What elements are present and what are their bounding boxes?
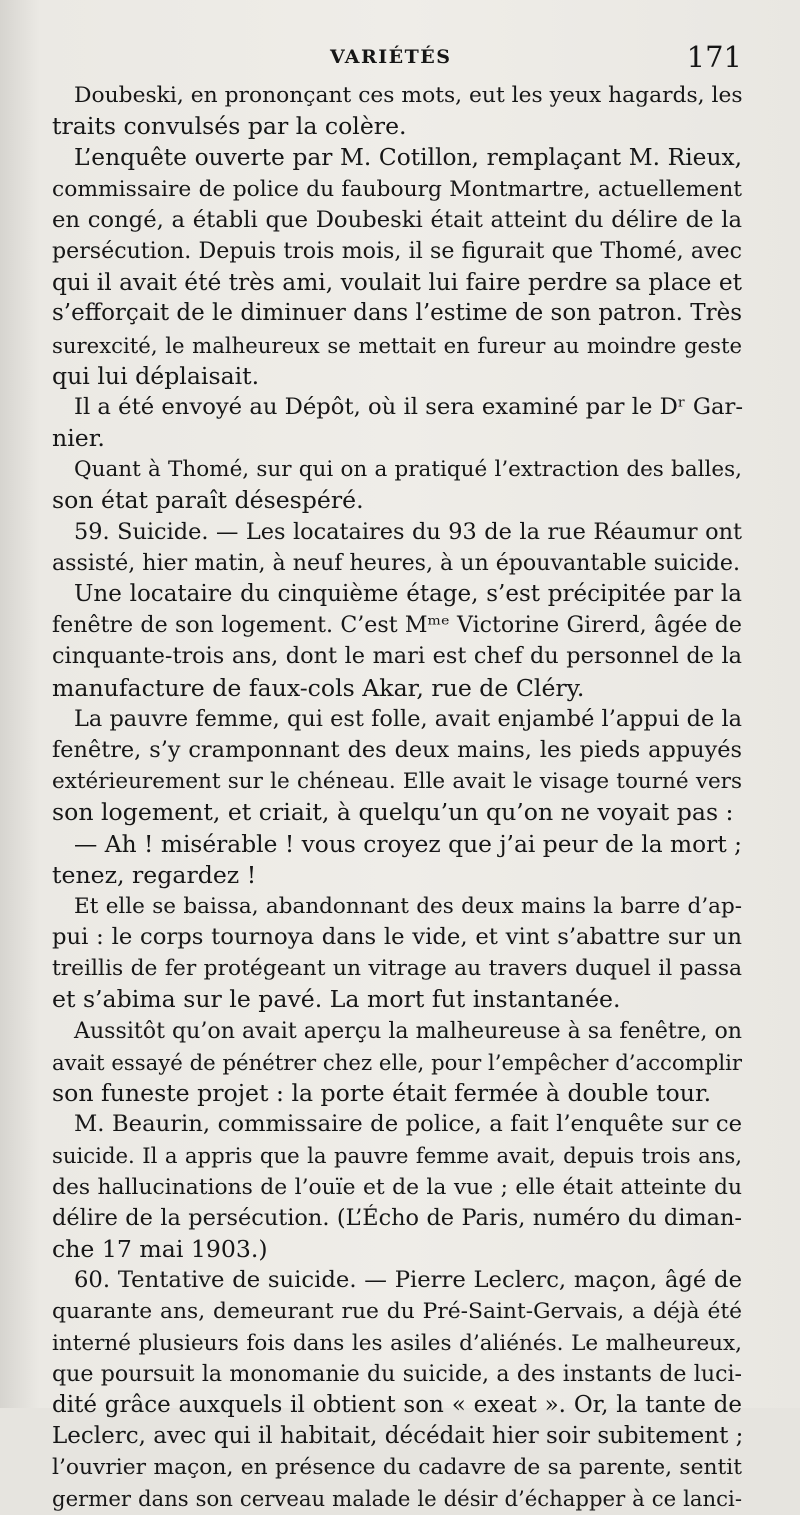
text-line: et s’abima sur le pavé. La mort fut instantanée. bbox=[52, 985, 621, 1014]
text-line: L’enquête ouverte par M. Cotillon, remplaçant M. Rieux, bbox=[74, 144, 742, 172]
running-head: VARIÉTÉS bbox=[330, 46, 452, 68]
text-line: fenêtre de son logement. C’est Mᵐᵉ Victorine Girerd, âgée de bbox=[52, 612, 742, 639]
text-line: fenêtre, s’y cramponnant des deux mains, les pieds appuyés bbox=[52, 736, 742, 763]
text-line: Une locataire du cinquième étage, s’est précipitée par la bbox=[74, 581, 742, 607]
text-line: Quant à Thomé, sur qui on a pratiqué l’extraction des balles, bbox=[74, 457, 742, 483]
text-line: en congé, a établi que Doubeski était atteint du délire de la bbox=[52, 206, 742, 233]
text-line: s’efforçait de le diminuer dans l’estime de son patron. Très bbox=[52, 300, 743, 327]
body-text bbox=[52, 80, 742, 1515]
text-line: 59. Suicide. — Les locataires du 93 de la rue Réaumur ont bbox=[74, 518, 742, 545]
text-line: 60. Tentative de suicide. — Pierre Leclerc, maçon, âgé de bbox=[74, 1267, 742, 1294]
text-line: surexcité, le malheureux se mettait en fureur au moindre geste bbox=[52, 332, 742, 358]
text-line: che 17 mai 1903.) bbox=[52, 1234, 268, 1263]
text-line: pui : le corps tournoya dans le vide, et vint s’abattre sur un bbox=[52, 924, 742, 951]
text-line: tenez, regardez ! bbox=[52, 860, 257, 889]
text-line: Leclerc, avec qui il habitait, décédait hier soir subitement ; bbox=[52, 1423, 744, 1450]
text-line: délire de la persécution. (L’Écho de Paris, numéro du diman- bbox=[52, 1204, 742, 1231]
text-line: Doubeski, en prononçant ces mots, eut les yeux hagards, les bbox=[74, 83, 743, 108]
text-line: que poursuit la monomanie du suicide, a des instants de luci- bbox=[52, 1360, 742, 1387]
text-line: son état paraît désespéré. bbox=[52, 486, 364, 515]
text-line: germer dans son cerveau malade le désir d’échapper à ce lanci- bbox=[52, 1486, 742, 1512]
text-line: treillis de fer protégeant un vitrage au travers duquel il passa bbox=[52, 956, 742, 982]
text-line: qui il avait été très ami, voulait lui faire perdre sa place et bbox=[52, 269, 742, 297]
text-line: commissaire de police du faubourg Montmartre, actuellement bbox=[52, 176, 742, 202]
text-line: Et elle se baissa, abandonnant des deux mains la barre d’ap- bbox=[74, 893, 742, 919]
text-line: des hallucinations de l’ouïe et de la vue ; elle était atteinte du bbox=[52, 1174, 742, 1200]
text-line: La pauvre femme, qui est folle, avait enjambé l’appui de la bbox=[74, 705, 742, 732]
page-header bbox=[52, 40, 742, 76]
text-line: quarante ans, demeurant rue du Pré-Saint-Gervais, a déjà été bbox=[52, 1299, 742, 1325]
text-line: extérieurement sur le chéneau. Elle avait le visage tourné vers bbox=[52, 769, 742, 795]
text-line: cinquante-trois ans, dont le mari est chef du personnel de la bbox=[52, 643, 742, 670]
text-line: Aussitôt qu’on avait aperçu la malheureuse à sa fenêtre, on bbox=[74, 1017, 742, 1044]
text-line: nier. bbox=[52, 424, 105, 453]
text-line: assisté, hier matin, à neuf heures, à un épouvantable suicide. bbox=[52, 549, 741, 576]
text-line: M. Beaurin, commissaire de police, a fait l’enquête sur ce bbox=[74, 1111, 742, 1138]
text-line: Il a été envoyé au Dépôt, où il sera examiné par le Dʳ Gar- bbox=[74, 393, 744, 420]
text-line: — Ah ! misérable ! vous croyez que j’ai peur de la mort ; bbox=[74, 830, 742, 858]
text-line: l’ouvrier maçon, en présence du cadavre de sa parente, sentit bbox=[52, 1455, 742, 1481]
page-number: 171 bbox=[686, 40, 742, 74]
text-line: traits convulsés par la colère. bbox=[52, 112, 407, 141]
text-line: manufacture de faux-cols Akar, rue de Cléry. bbox=[52, 673, 585, 702]
text-line: son logement, et criait, à quelqu’un qu’on ne voyait pas : bbox=[52, 798, 734, 827]
text-line: avait essayé de pénétrer chez elle, pour l’empêcher d’accomplir bbox=[52, 1049, 742, 1075]
text-line: suicide. Il a appris que la pauvre femme avait, depuis trois ans, bbox=[52, 1143, 742, 1169]
text-line: son funeste projet : la porte était fermée à double tour. bbox=[52, 1079, 712, 1107]
text-line: interné plusieurs fois dans les asiles d’aliénés. Le malheureux, bbox=[52, 1330, 742, 1356]
text-line: qui lui déplaisait. bbox=[52, 361, 260, 390]
text-line: dité grâce auxquels il obtient son « exeat ». Or, la tante de bbox=[52, 1391, 742, 1418]
text-line: persécution. Depuis trois mois, il se figurait que Thomé, avec bbox=[52, 237, 742, 264]
